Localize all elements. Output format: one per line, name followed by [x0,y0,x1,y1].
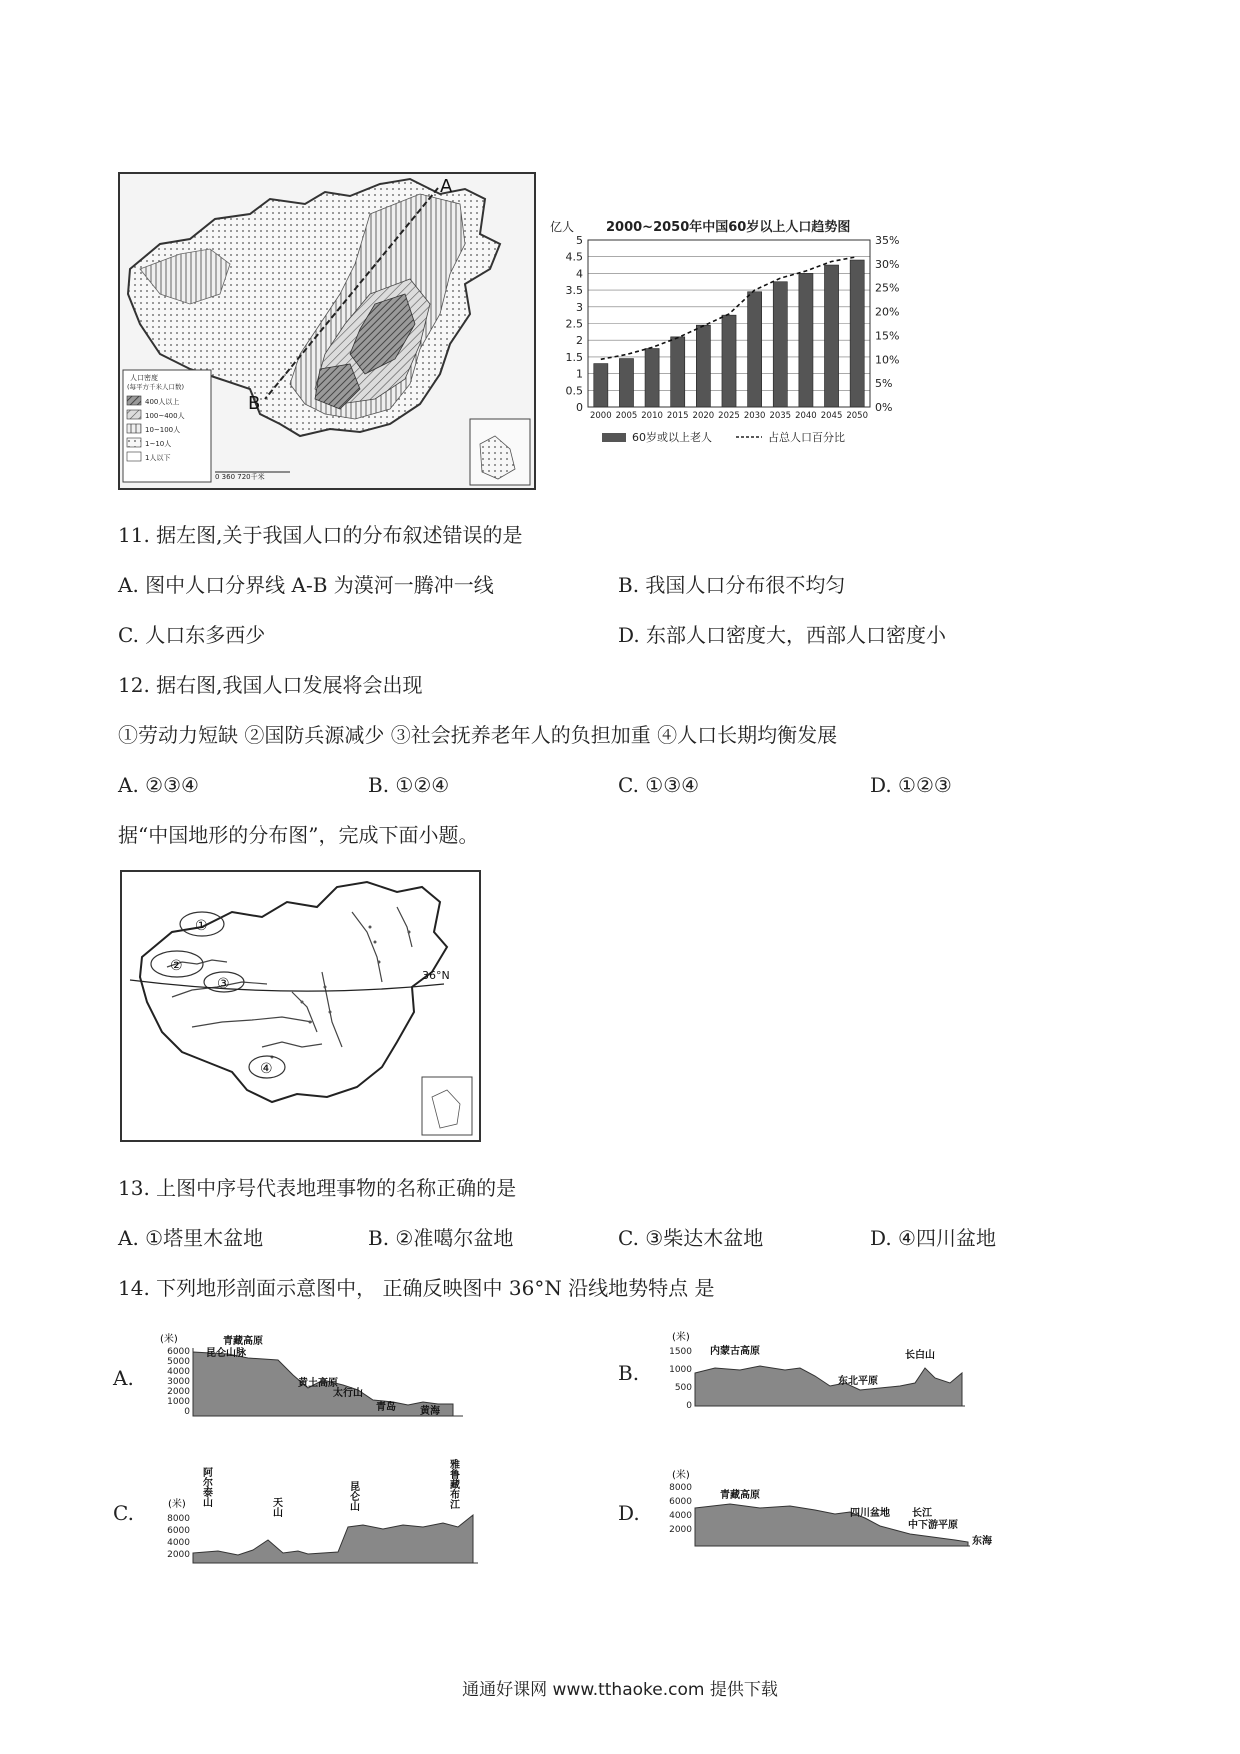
profile-c-label: 阿尔泰山 [200,1467,212,1507]
profile-d[interactable] [650,1468,1010,1558]
x-tick-label: 2050 [846,411,869,421]
terrain-map-graphic [122,872,479,1140]
q11-option-a[interactable]: A. 图中人口分界线 A-B 为漠河一腾冲一线 [118,573,494,597]
chart-bar [619,359,633,407]
y-tick-label: 3 [576,300,583,314]
y-tick-label: 5 [576,234,583,247]
chart-bar [824,265,838,407]
profile-c[interactable] [148,1455,488,1575]
q14-option-a-label[interactable]: A. [113,1366,134,1390]
profile-d-ytick: 6000 [669,1497,692,1507]
chart-bars [594,260,864,407]
y2-tick-label: 25% [875,281,900,295]
profile-a-ytick: 6000 [167,1347,190,1357]
q13-option-d[interactable]: D. ④四川盆地 [870,1226,996,1250]
y-tick-label: 3.5 [565,284,583,298]
china-population-map-graphic [120,174,534,488]
profile-d-label: 四川盆地 [850,1508,890,1519]
chart-bar [850,260,864,407]
section-intro: 据“中国地形的分布图”，完成下面小题。 [118,823,479,847]
y2-tick-label: 10% [875,353,900,367]
profile-a-unit: (米) [160,1334,178,1345]
profile-d-ytick: 2000 [669,1525,692,1535]
profile-d-unit: (米) [672,1470,690,1481]
chart-bar [696,325,710,407]
q14-option-c-label[interactable]: C. [113,1501,134,1525]
q13-stem: 13. 上图中序号代表地理事物的名称正确的是 [118,1176,517,1200]
q11-option-b[interactable]: B. 我国人口分布很不均匀 [618,573,846,597]
page-footer: 通通好课网 www.tthaoke.com 提供下载 [462,1680,778,1700]
chart-bar [773,282,787,407]
profile-a-ytick: 5000 [167,1357,190,1367]
profile-c-ytick: 8000 [167,1514,190,1524]
y2-tick-label: 35% [875,234,900,247]
x-tick-label: 2005 [615,411,638,421]
q14-option-b-label[interactable]: B. [618,1361,640,1385]
y-tick-label: 0 [576,401,583,414]
y2-tick-label: 5% [875,377,893,391]
profile-c-label: 雅鲁藏布江 [447,1459,459,1509]
legend-item: 400人以上 [145,398,180,406]
y-tick-label: 1 [576,367,583,381]
y-axis-ticks [566,234,584,414]
q12-option-c[interactable]: C. ①③④ [618,773,700,797]
chart-bar [748,292,762,407]
legend-item: 1人以下 [145,454,171,462]
x-tick-label: 2010 [641,411,663,421]
q12-stem: 12. 据右图,我国人口发展将会出现 [118,673,423,697]
legend-bar-swatch [602,433,626,442]
terrain-mark-4: ④ [260,1061,273,1077]
profile-a-label: 黄土高原 [298,1378,338,1389]
legend-line-label: 占总人口百分比 [768,431,845,444]
profile-a-ytick: 2000 [167,1387,190,1397]
legend-item: 10~100人 [145,426,181,434]
label-b: B [248,393,261,414]
q14-stem: 14. 下列地形剖面示意图中， 正确反映图中 36°N 沿线地势特点 是 [118,1276,715,1300]
q14-option-d-label[interactable]: D. [618,1501,640,1525]
profile-d-label: 长江 [912,1508,932,1519]
x-tick-label: 2040 [795,411,817,421]
y2-tick-label: 20% [875,305,900,319]
china-terrain-map [120,870,481,1142]
profile-b-label: 长白山 [905,1350,935,1361]
profile-a-label: 昆仑山脉 [206,1348,246,1359]
profile-a-label: 青藏高原 [223,1336,263,1347]
q13-option-c[interactable]: C. ③柴达木盆地 [618,1226,764,1250]
profile-d-label: 青藏高原 [720,1490,760,1501]
x-tick-label: 2035 [769,411,792,421]
q12-option-b[interactable]: B. ①②④ [368,773,450,797]
x-tick-label: 2030 [743,411,766,421]
y-tick-label: 4.5 [565,250,583,264]
profile-c-unit: (米) [168,1499,186,1510]
profile-a-ytick: 3000 [167,1377,190,1387]
profile-a-ytick: 4000 [167,1367,190,1377]
q11-stem: 11. 据左图,关于我国人口的分布叙述错误的是 [118,523,523,547]
profile-b-ytick: 1500 [669,1347,692,1357]
profile-b-ytick: 1000 [669,1365,692,1375]
profile-c-ytick: 6000 [167,1526,190,1536]
chart-bar [722,315,736,407]
profile-a-ytick: 1000 [167,1397,190,1407]
y-tick-label: 2 [576,334,583,348]
profile-b-label: 东北平原 [838,1376,878,1387]
map-scale: 0 360 720千米 [215,473,265,481]
legend-subtitle: (每平方千米人口数) [127,383,185,391]
x-tick-label: 2045 [820,411,843,421]
chart-title: 2000~2050年中国60岁以上人口趋势图 [606,220,851,235]
q11-option-d[interactable]: D. 东部人口密度大，西部人口密度小 [618,623,947,647]
y2-axis-ticks [875,234,899,414]
q12-option-d[interactable]: D. ①②③ [870,773,952,797]
profile-b-ytick: 0 [686,1401,692,1411]
elderly-population-chart [540,215,940,445]
profile-a[interactable] [148,1330,468,1420]
profile-b-ytick: 500 [674,1383,692,1393]
x-axis-ticks [590,411,868,421]
y-tick-label: 1.5 [565,350,583,364]
q13-option-a[interactable]: A. ①塔里木盆地 [118,1226,264,1250]
profile-d-label: 东海 [972,1536,992,1547]
legend-title: 人口密度 [130,374,158,382]
x-tick-label: 2025 [718,411,740,421]
x-tick-label: 2020 [692,411,715,421]
terrain-mark-1: ① [195,918,208,934]
terrain-mark-2: ② [170,958,183,974]
profile-d-ytick: 4000 [669,1511,692,1521]
y2-tick-label: 0% [875,401,893,414]
profile-b-unit: (米) [672,1332,690,1343]
legend-bar-label: 60岁或以上老人 [632,431,712,444]
y-tick-label: 2.5 [565,317,583,331]
profile-d-ytick: 8000 [669,1483,692,1493]
legend-item: 100~400人 [145,412,185,420]
profile-c-label: 天山 [270,1497,282,1517]
profile-b-label: 内蒙古高原 [710,1346,760,1357]
profile-a-label: 青岛 [376,1402,396,1413]
legend-item: 1~10人 [145,440,172,448]
profile-c-ytick: 2000 [167,1550,190,1560]
x-tick-label: 2000 [589,411,612,421]
y-tick-label: 0.5 [565,384,583,398]
q13-option-b[interactable]: B. ②准噶尔盆地 [368,1226,514,1250]
profile-b[interactable] [650,1328,970,1418]
population-density-map [118,172,536,490]
y2-tick-label: 15% [875,329,900,343]
q12-items: ①劳动力短缺 ②国防兵源减少 ③社会抚养老年人的负担加重 ④人口长期均衡发展 [118,723,838,747]
y2-tick-label: 30% [875,257,900,271]
x-tick-label: 2015 [666,411,689,421]
profile-c-ytick: 4000 [167,1538,190,1548]
chart-bar [645,349,659,407]
y-tick-label: 4 [576,267,583,281]
profile-a-label: 太行山 [333,1388,363,1399]
profile-d-label: 中下游平原 [908,1520,958,1531]
profile-a-label: 黄海 [420,1406,440,1417]
terrain-mark-3: ③ [217,976,230,992]
chart-bar [671,337,685,407]
latitude-label: 36°N [422,969,450,982]
label-a: A [440,176,453,197]
q11-option-c[interactable]: C. 人口东多西少 [118,623,266,647]
profile-c-label: 昆仑山 [347,1481,359,1511]
chart-y-label: 亿人 [550,220,575,234]
chart-bar [594,364,608,407]
profile-a-ytick: 0 [184,1407,190,1417]
chart-bar [799,273,813,407]
q12-option-a[interactable]: A. ②③④ [118,773,199,797]
